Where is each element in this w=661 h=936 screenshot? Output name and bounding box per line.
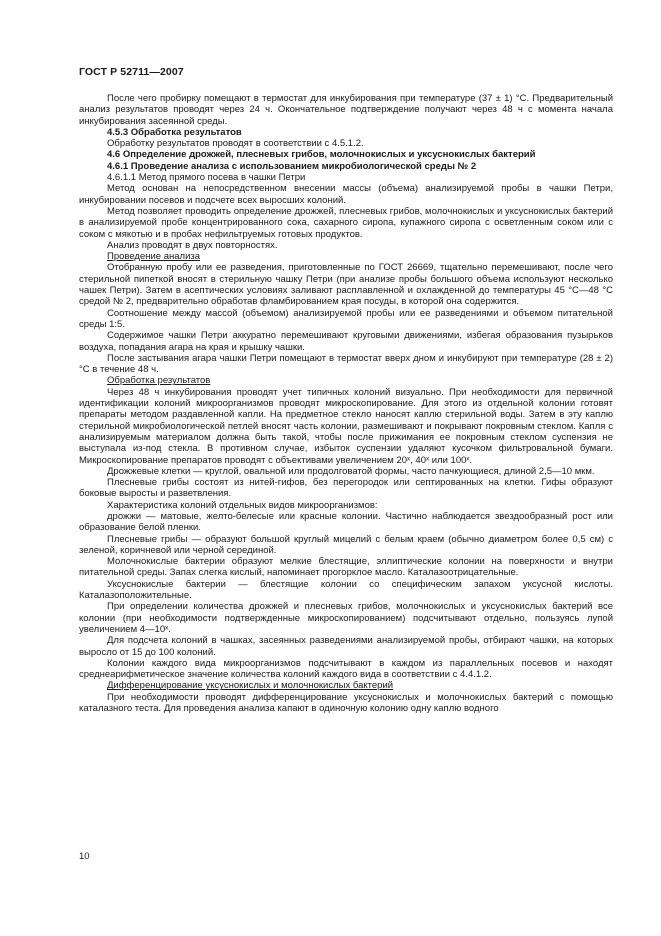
document-body (79, 93, 613, 714)
body-paragraph: Отобранную пробу или ее разведения, приготовленные по ГОСТ 26669, тщательно перемешивают, после чего стерильной пипеткой вносят в стерильную чашку Петри (при анализе пробы большого объема используют несколько чашек Петри). Затем в асептических условиях заливают расплавленной и охлажденной до температуры 45 °С—48 °С средой № 2, предварительно обработав фламбированием края посуды, в которой она содержится. (79, 262, 613, 308)
body-paragraph: Характеристика колоний отдельных видов микроорганизмов: (107, 499, 378, 511)
section-heading: 4.5.3 Обработка результатов (107, 126, 242, 138)
body-paragraph: После застывания агара чашки Петри помещают в термостат вверх дном и инкубируют при температуре (28 ± 2) °С в течение 48 ч. (79, 352, 613, 376)
underlined-subheading-text: Обработка результатов (107, 375, 211, 387)
body-paragraph: Дрожжевые клетки — круглой, овальной или продолговатой формы, часто пачкующиеся, длиной 2,5—10 мкм. (107, 465, 595, 477)
underlined-subheading (79, 251, 613, 262)
body-paragraph: Уксуснокислые бактерии — блестящие колонии со специфическим запахом уксусной кислоты. Каталазоположительные. (79, 578, 613, 602)
subsection-title: Анализ проводят в двух повторностях. (107, 239, 278, 251)
page-number: 10 (79, 851, 90, 862)
body-paragraph: При необходимости проводят дифференцирование уксуснокислых и молочнокислых бактерий с помощью каталазного теста. Для проведения анализа капают в одиночную колонию одну каплю водного (79, 691, 613, 715)
underlined-subheading (79, 680, 613, 691)
body-paragraph: Молочнокислые бактерии образуют мелкие блестящие, эллиптические колонии на поверхности и внутри питательной среды. Запах слегка кислый, напоминает прогорклое масло. Каталазоотрицательные. (79, 556, 613, 579)
underlined-subheading-text: Дифференцирование уксуснокислых и молочнокислых бактерий (107, 680, 394, 692)
body-paragraph: При определении количества дрожжей и плесневых грибов, молочнокислых и уксуснокислых бактерий все колонии (при необходимости подтвержденные микроскопированием) подсчитывают отдельно, пользуясь лупой увеличением 4—10ˣ. (79, 601, 613, 635)
body-paragraph: Плесневые грибы — образуют большой круглый мицелий с белым краем (обычно диаметром более 0,5 см) с зеленой, коричневой или черной серединой. (79, 533, 613, 556)
underlined-subheading-text: Проведение анализа (107, 251, 201, 263)
body-paragraph: Обработку результатов проводят в соответствии с 4.5.1.2. (107, 138, 364, 150)
standard-header: ГОСТ Р 52711—2007 (79, 66, 184, 78)
section-heading: 4.6.1 Проведение анализа с использованием микробиологической среды № 2 (107, 160, 477, 172)
body-paragraph: Метод позволяет проводить определение дрожжей, плесневых грибов, молочнокислых и уксуснокислых бактерий в анализируемой пробе концентрированного сока, сахарного сиропа, купажного сиропа с осветленным соком или с соком с мякотью и в пробах нефильтруемых готовых продуктов. (79, 205, 613, 240)
underlined-subheading (79, 375, 613, 386)
body-paragraph: Соотношение между массой (объемом) анализируемой пробы или ее разведениями и объемом питательной среды 1:5. (79, 307, 613, 330)
body-paragraph: Через 48 ч инкубирования проводят учет типичных колоний визуально. При необходимости для первичной идентификации колоний микроорганизмов проводят микроскопирование. Для этого из отдельной колонии готовят препараты методом раздавленной капли. На предметное стекло наносят каплю стерильной воды. Затем в эту каплю стерильной микробиологической петлей вносят часть колонии, размешивают и покрывают покровным стеклом. Капля с анализируемым материалом должна быть такой, чтобы после прижимания ее покровным стеклом суспензия не выступала из-под стекла. В противном случае, избыток суспензии удаляют кусочком фильтровальной бумаги. Микроскопирование препаратов проводят с объективами увеличением 20ˣ, 40ˣ или 100ˣ. (79, 386, 613, 466)
body-paragraph: Плесневые грибы состоят из нитей-гифов, без перегородок или септированных на клетки. Гифы образуют боковые выросты и разветвления. (79, 477, 613, 500)
body-paragraph: Содержимое чашки Петри аккуратно перемешивают круговыми движениями, избегая образования пузырьков воздуха, попадания агара на края и крышку чашки. (79, 330, 613, 353)
body-paragraph: Метод основан на непосредственном внесении массы (объема) анализируемой пробы в чашки Петри, инкубировании посевов и подсчете всех выросших колоний. (79, 183, 613, 206)
section-heading: 4.6 Определение дрожжей, плесневых грибов, молочнокислых и уксуснокислых бактерий (107, 149, 536, 161)
body-paragraph: После чего пробирку помещают в термостат для инкубирования при температуре (37 ± 1) °С. Предварительный анализ результатов проводят через 24 ч. Окончательное подтверждение получают через 48 ч с момента начала инкубирования засеянной среды. (79, 93, 613, 127)
body-paragraph: дрожжи — матовые, желто-белесые или красные колонии. Частично наблюдается звездообразный рост или образование белой пленки. (79, 510, 613, 534)
body-paragraph: Для подсчета колоний в чашках, засеянных разведениями анализируемой пробы, отбирают чашки, на которых выросло от 15 до 100 колоний. (79, 635, 613, 658)
body-paragraph: Колонии каждого вида микроорганизмов подсчитывают в каждом из параллельных посевов и находят среднеарифметическое значение количества колоний каждого вида в соответствии с 4.4.1.2. (79, 657, 613, 681)
subsection-title: 4.6.1.1 Метод прямого посева в чашки Петри (107, 172, 306, 184)
